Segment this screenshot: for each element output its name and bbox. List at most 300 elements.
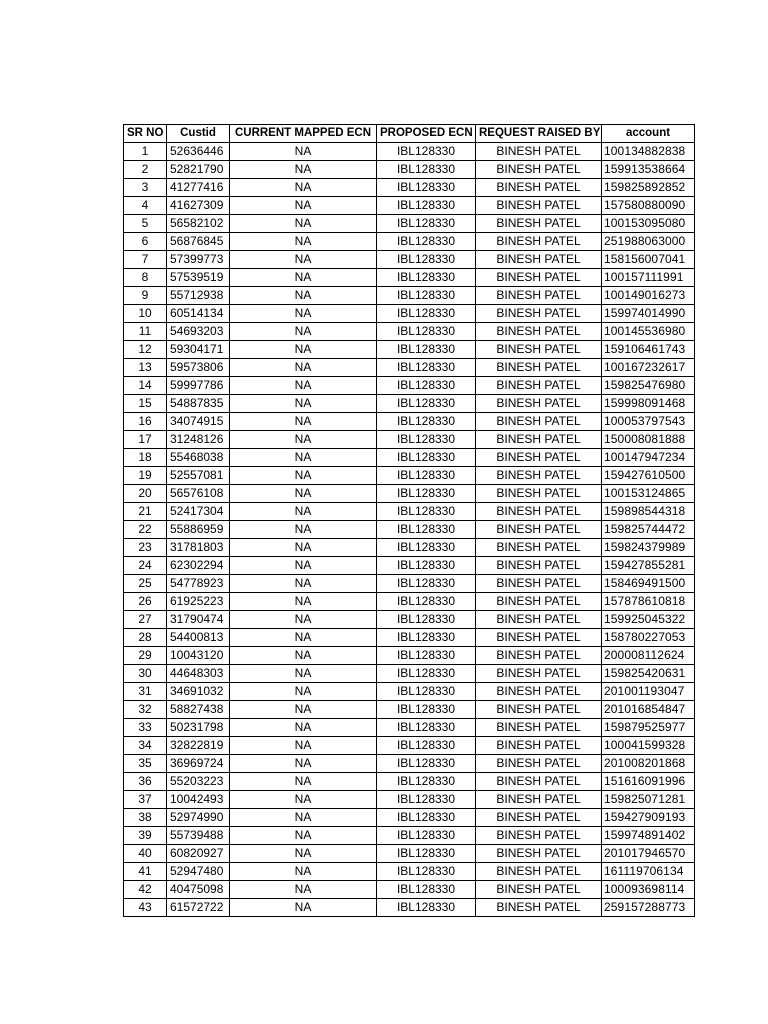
cell-request-raised-by: BINESH PATEL <box>476 233 602 251</box>
cell-custid: 56582102 <box>167 215 230 233</box>
cell-custid: 52417304 <box>167 503 230 521</box>
cell-account: 157580880090 <box>602 197 695 215</box>
cell-sr-no: 31 <box>124 683 167 701</box>
cell-sr-no: 15 <box>124 395 167 413</box>
cell-account: 158469491500 <box>602 575 695 593</box>
cell-proposed-ecn: IBL128330 <box>377 899 476 917</box>
table-row <box>124 449 695 467</box>
cell-custid: 34691032 <box>167 683 230 701</box>
cell-sr-no: 4 <box>124 197 167 215</box>
cell-custid: 10042493 <box>167 791 230 809</box>
cell-account: 159825892852 <box>602 179 695 197</box>
cell-current-mapped-ecn: NA <box>230 647 377 665</box>
cell-request-raised-by: BINESH PATEL <box>476 431 602 449</box>
cell-request-raised-by: BINESH PATEL <box>476 611 602 629</box>
cell-custid: 44648303 <box>167 665 230 683</box>
table-row <box>124 809 695 827</box>
table-row <box>124 737 695 755</box>
cell-custid: 55712938 <box>167 287 230 305</box>
cell-proposed-ecn: IBL128330 <box>377 161 476 179</box>
cell-sr-no: 33 <box>124 719 167 737</box>
cell-sr-no: 9 <box>124 287 167 305</box>
table-row <box>124 539 695 557</box>
cell-current-mapped-ecn: NA <box>230 899 377 917</box>
cell-request-raised-by: BINESH PATEL <box>476 737 602 755</box>
cell-sr-no: 27 <box>124 611 167 629</box>
cell-proposed-ecn: IBL128330 <box>377 575 476 593</box>
cell-proposed-ecn: IBL128330 <box>377 467 476 485</box>
cell-account: 159898544318 <box>602 503 695 521</box>
cell-account: 159825071281 <box>602 791 695 809</box>
cell-sr-no: 30 <box>124 665 167 683</box>
cell-current-mapped-ecn: NA <box>230 611 377 629</box>
cell-current-mapped-ecn: NA <box>230 521 377 539</box>
cell-sr-no: 10 <box>124 305 167 323</box>
cell-custid: 54778923 <box>167 575 230 593</box>
cell-proposed-ecn: IBL128330 <box>377 143 476 161</box>
table-row <box>124 683 695 701</box>
cell-custid: 60820927 <box>167 845 230 863</box>
cell-proposed-ecn: IBL128330 <box>377 863 476 881</box>
cell-proposed-ecn: IBL128330 <box>377 701 476 719</box>
cell-proposed-ecn: IBL128330 <box>377 233 476 251</box>
cell-sr-no: 36 <box>124 773 167 791</box>
cell-account: 159974891402 <box>602 827 695 845</box>
cell-custid: 55739488 <box>167 827 230 845</box>
cell-account: 161119706134 <box>602 863 695 881</box>
cell-proposed-ecn: IBL128330 <box>377 179 476 197</box>
table-row <box>124 197 695 215</box>
cell-custid: 31790474 <box>167 611 230 629</box>
cell-custid: 54693203 <box>167 323 230 341</box>
cell-sr-no: 43 <box>124 899 167 917</box>
cell-account: 100053797543 <box>602 413 695 431</box>
cell-proposed-ecn: IBL128330 <box>377 557 476 575</box>
cell-custid: 31248126 <box>167 431 230 449</box>
cell-sr-no: 16 <box>124 413 167 431</box>
cell-request-raised-by: BINESH PATEL <box>476 503 602 521</box>
table-row <box>124 629 695 647</box>
cell-account: 200008112624 <box>602 647 695 665</box>
table-row <box>124 341 695 359</box>
table-row <box>124 521 695 539</box>
cell-sr-no: 11 <box>124 323 167 341</box>
cell-request-raised-by: BINESH PATEL <box>476 485 602 503</box>
cell-sr-no: 3 <box>124 179 167 197</box>
cell-proposed-ecn: IBL128330 <box>377 323 476 341</box>
cell-account: 259157288773 <box>602 899 695 917</box>
cell-account: 151616091996 <box>602 773 695 791</box>
cell-sr-no: 23 <box>124 539 167 557</box>
cell-proposed-ecn: IBL128330 <box>377 827 476 845</box>
cell-proposed-ecn: IBL128330 <box>377 287 476 305</box>
header-request-raised-by: REQUEST RAISED BY <box>476 125 602 143</box>
cell-request-raised-by: BINESH PATEL <box>476 449 602 467</box>
table-row <box>124 719 695 737</box>
cell-current-mapped-ecn: NA <box>230 323 377 341</box>
cell-account: 158156007041 <box>602 251 695 269</box>
cell-proposed-ecn: IBL128330 <box>377 503 476 521</box>
cell-account: 100093698114 <box>602 881 695 899</box>
cell-custid: 58827438 <box>167 701 230 719</box>
table-row <box>124 359 695 377</box>
cell-sr-no: 21 <box>124 503 167 521</box>
cell-sr-no: 28 <box>124 629 167 647</box>
table-row <box>124 575 695 593</box>
cell-custid: 41627309 <box>167 197 230 215</box>
cell-account: 100153124865 <box>602 485 695 503</box>
cell-current-mapped-ecn: NA <box>230 341 377 359</box>
table-row <box>124 377 695 395</box>
cell-current-mapped-ecn: NA <box>230 143 377 161</box>
cell-sr-no: 1 <box>124 143 167 161</box>
cell-sr-no: 26 <box>124 593 167 611</box>
cell-sr-no: 32 <box>124 701 167 719</box>
cell-current-mapped-ecn: NA <box>230 557 377 575</box>
cell-current-mapped-ecn: NA <box>230 233 377 251</box>
cell-custid: 61572722 <box>167 899 230 917</box>
cell-sr-no: 40 <box>124 845 167 863</box>
cell-request-raised-by: BINESH PATEL <box>476 359 602 377</box>
cell-account: 100041599328 <box>602 737 695 755</box>
cell-custid: 59304171 <box>167 341 230 359</box>
cell-current-mapped-ecn: NA <box>230 593 377 611</box>
cell-sr-no: 22 <box>124 521 167 539</box>
table-row <box>124 431 695 449</box>
cell-custid: 52974990 <box>167 809 230 827</box>
cell-custid: 61925223 <box>167 593 230 611</box>
cell-sr-no: 7 <box>124 251 167 269</box>
cell-proposed-ecn: IBL128330 <box>377 611 476 629</box>
cell-sr-no: 37 <box>124 791 167 809</box>
cell-account: 159106461743 <box>602 341 695 359</box>
cell-sr-no: 29 <box>124 647 167 665</box>
cell-account: 100134882838 <box>602 143 695 161</box>
cell-account: 159974014990 <box>602 305 695 323</box>
table-body <box>124 143 695 917</box>
cell-account: 201008201868 <box>602 755 695 773</box>
cell-current-mapped-ecn: NA <box>230 791 377 809</box>
table-row <box>124 593 695 611</box>
cell-request-raised-by: BINESH PATEL <box>476 539 602 557</box>
cell-account: 159913538664 <box>602 161 695 179</box>
table-row <box>124 233 695 251</box>
table-row <box>124 287 695 305</box>
cell-current-mapped-ecn: NA <box>230 863 377 881</box>
cell-account: 159427610500 <box>602 467 695 485</box>
cell-current-mapped-ecn: NA <box>230 377 377 395</box>
cell-custid: 31781803 <box>167 539 230 557</box>
cell-proposed-ecn: IBL128330 <box>377 215 476 233</box>
cell-sr-no: 41 <box>124 863 167 881</box>
cell-proposed-ecn: IBL128330 <box>377 197 476 215</box>
cell-sr-no: 8 <box>124 269 167 287</box>
cell-account: 251988063000 <box>602 233 695 251</box>
cell-account: 159879525977 <box>602 719 695 737</box>
table-row <box>124 827 695 845</box>
header-current-mapped-ecn: CURRENT MAPPED ECN <box>230 125 377 143</box>
cell-current-mapped-ecn: NA <box>230 665 377 683</box>
cell-current-mapped-ecn: NA <box>230 827 377 845</box>
cell-current-mapped-ecn: NA <box>230 413 377 431</box>
cell-current-mapped-ecn: NA <box>230 305 377 323</box>
cell-account: 100147947234 <box>602 449 695 467</box>
cell-account: 159427855281 <box>602 557 695 575</box>
header-row <box>124 125 695 143</box>
cell-current-mapped-ecn: NA <box>230 359 377 377</box>
cell-custid: 52947480 <box>167 863 230 881</box>
cell-sr-no: 42 <box>124 881 167 899</box>
cell-custid: 50231798 <box>167 719 230 737</box>
cell-account: 100145536980 <box>602 323 695 341</box>
cell-custid: 36969724 <box>167 755 230 773</box>
cell-current-mapped-ecn: NA <box>230 539 377 557</box>
table-row <box>124 863 695 881</box>
cell-custid: 10043120 <box>167 647 230 665</box>
ecn-mapping-table <box>123 124 695 917</box>
cell-sr-no: 20 <box>124 485 167 503</box>
cell-sr-no: 12 <box>124 341 167 359</box>
table-row <box>124 143 695 161</box>
cell-sr-no: 19 <box>124 467 167 485</box>
table-row <box>124 791 695 809</box>
cell-current-mapped-ecn: NA <box>230 701 377 719</box>
cell-current-mapped-ecn: NA <box>230 719 377 737</box>
table-row <box>124 485 695 503</box>
table-row <box>124 755 695 773</box>
cell-request-raised-by: BINESH PATEL <box>476 377 602 395</box>
cell-custid: 57399773 <box>167 251 230 269</box>
cell-custid: 54887835 <box>167 395 230 413</box>
cell-request-raised-by: BINESH PATEL <box>476 791 602 809</box>
cell-custid: 62302294 <box>167 557 230 575</box>
cell-proposed-ecn: IBL128330 <box>377 719 476 737</box>
cell-custid: 56576108 <box>167 485 230 503</box>
cell-account: 159824379989 <box>602 539 695 557</box>
cell-account: 100167232617 <box>602 359 695 377</box>
cell-proposed-ecn: IBL128330 <box>377 521 476 539</box>
table-row <box>124 845 695 863</box>
cell-request-raised-by: BINESH PATEL <box>476 305 602 323</box>
cell-custid: 54400813 <box>167 629 230 647</box>
cell-current-mapped-ecn: NA <box>230 287 377 305</box>
table-row <box>124 647 695 665</box>
table-row <box>124 701 695 719</box>
cell-current-mapped-ecn: NA <box>230 575 377 593</box>
cell-request-raised-by: BINESH PATEL <box>476 197 602 215</box>
cell-request-raised-by: BINESH PATEL <box>476 269 602 287</box>
cell-request-raised-by: BINESH PATEL <box>476 251 602 269</box>
cell-request-raised-by: BINESH PATEL <box>476 899 602 917</box>
cell-current-mapped-ecn: NA <box>230 269 377 287</box>
cell-current-mapped-ecn: NA <box>230 881 377 899</box>
cell-current-mapped-ecn: NA <box>230 683 377 701</box>
table-row <box>124 161 695 179</box>
cell-account: 201016854847 <box>602 701 695 719</box>
cell-request-raised-by: BINESH PATEL <box>476 827 602 845</box>
cell-request-raised-by: BINESH PATEL <box>476 413 602 431</box>
cell-custid: 56876845 <box>167 233 230 251</box>
cell-proposed-ecn: IBL128330 <box>377 881 476 899</box>
cell-request-raised-by: BINESH PATEL <box>476 683 602 701</box>
cell-request-raised-by: BINESH PATEL <box>476 521 602 539</box>
cell-request-raised-by: BINESH PATEL <box>476 287 602 305</box>
cell-current-mapped-ecn: NA <box>230 161 377 179</box>
cell-request-raised-by: BINESH PATEL <box>476 719 602 737</box>
cell-request-raised-by: BINESH PATEL <box>476 575 602 593</box>
cell-request-raised-by: BINESH PATEL <box>476 863 602 881</box>
cell-proposed-ecn: IBL128330 <box>377 359 476 377</box>
cell-sr-no: 38 <box>124 809 167 827</box>
cell-account: 159925045322 <box>602 611 695 629</box>
cell-current-mapped-ecn: NA <box>230 755 377 773</box>
cell-request-raised-by: BINESH PATEL <box>476 809 602 827</box>
table-row <box>124 665 695 683</box>
table-row <box>124 773 695 791</box>
cell-request-raised-by: BINESH PATEL <box>476 881 602 899</box>
cell-proposed-ecn: IBL128330 <box>377 251 476 269</box>
table-row <box>124 305 695 323</box>
cell-proposed-ecn: IBL128330 <box>377 629 476 647</box>
table-row <box>124 503 695 521</box>
cell-proposed-ecn: IBL128330 <box>377 269 476 287</box>
table-row <box>124 611 695 629</box>
cell-proposed-ecn: IBL128330 <box>377 845 476 863</box>
cell-request-raised-by: BINESH PATEL <box>476 395 602 413</box>
cell-request-raised-by: BINESH PATEL <box>476 161 602 179</box>
cell-sr-no: 39 <box>124 827 167 845</box>
cell-current-mapped-ecn: NA <box>230 629 377 647</box>
cell-current-mapped-ecn: NA <box>230 215 377 233</box>
cell-account: 158780227053 <box>602 629 695 647</box>
cell-current-mapped-ecn: NA <box>230 431 377 449</box>
cell-sr-no: 18 <box>124 449 167 467</box>
header-proposed-ecn: PROPOSED ECN <box>377 125 476 143</box>
table-row <box>124 179 695 197</box>
table-row <box>124 881 695 899</box>
cell-sr-no: 17 <box>124 431 167 449</box>
cell-current-mapped-ecn: NA <box>230 449 377 467</box>
cell-request-raised-by: BINESH PATEL <box>476 701 602 719</box>
table-row <box>124 323 695 341</box>
cell-account: 159427909193 <box>602 809 695 827</box>
cell-sr-no: 5 <box>124 215 167 233</box>
cell-request-raised-by: BINESH PATEL <box>476 629 602 647</box>
cell-custid: 55468038 <box>167 449 230 467</box>
table-row <box>124 467 695 485</box>
cell-request-raised-by: BINESH PATEL <box>476 773 602 791</box>
cell-current-mapped-ecn: NA <box>230 251 377 269</box>
cell-current-mapped-ecn: NA <box>230 179 377 197</box>
cell-account: 100153095080 <box>602 215 695 233</box>
table-header <box>124 125 695 143</box>
cell-request-raised-by: BINESH PATEL <box>476 593 602 611</box>
cell-account: 100157111991 <box>602 269 695 287</box>
table-row <box>124 557 695 575</box>
cell-current-mapped-ecn: NA <box>230 773 377 791</box>
cell-request-raised-by: BINESH PATEL <box>476 179 602 197</box>
cell-current-mapped-ecn: NA <box>230 809 377 827</box>
cell-request-raised-by: BINESH PATEL <box>476 467 602 485</box>
cell-current-mapped-ecn: NA <box>230 485 377 503</box>
cell-proposed-ecn: IBL128330 <box>377 737 476 755</box>
cell-proposed-ecn: IBL128330 <box>377 395 476 413</box>
cell-custid: 57539519 <box>167 269 230 287</box>
cell-sr-no: 34 <box>124 737 167 755</box>
cell-custid: 52821790 <box>167 161 230 179</box>
cell-account: 201017946570 <box>602 845 695 863</box>
cell-account: 150008081888 <box>602 431 695 449</box>
cell-sr-no: 6 <box>124 233 167 251</box>
cell-sr-no: 35 <box>124 755 167 773</box>
table-row <box>124 251 695 269</box>
cell-request-raised-by: BINESH PATEL <box>476 557 602 575</box>
cell-account: 100149016273 <box>602 287 695 305</box>
table-row <box>124 395 695 413</box>
cell-request-raised-by: BINESH PATEL <box>476 143 602 161</box>
header-account: account <box>602 125 695 143</box>
table-row <box>124 215 695 233</box>
cell-current-mapped-ecn: NA <box>230 197 377 215</box>
cell-account: 159825744472 <box>602 521 695 539</box>
cell-custid: 55886959 <box>167 521 230 539</box>
table-row <box>124 269 695 287</box>
cell-proposed-ecn: IBL128330 <box>377 341 476 359</box>
cell-proposed-ecn: IBL128330 <box>377 683 476 701</box>
cell-account: 159825476980 <box>602 377 695 395</box>
cell-request-raised-by: BINESH PATEL <box>476 665 602 683</box>
cell-custid: 52557081 <box>167 467 230 485</box>
cell-account: 159998091468 <box>602 395 695 413</box>
table-row <box>124 899 695 917</box>
cell-proposed-ecn: IBL128330 <box>377 431 476 449</box>
cell-current-mapped-ecn: NA <box>230 845 377 863</box>
cell-sr-no: 13 <box>124 359 167 377</box>
cell-proposed-ecn: IBL128330 <box>377 773 476 791</box>
table-row <box>124 413 695 431</box>
cell-custid: 41277416 <box>167 179 230 197</box>
cell-current-mapped-ecn: NA <box>230 395 377 413</box>
header-sr-no: SR NO <box>124 125 167 143</box>
cell-proposed-ecn: IBL128330 <box>377 413 476 431</box>
cell-request-raised-by: BINESH PATEL <box>476 845 602 863</box>
cell-current-mapped-ecn: NA <box>230 467 377 485</box>
cell-request-raised-by: BINESH PATEL <box>476 647 602 665</box>
cell-proposed-ecn: IBL128330 <box>377 665 476 683</box>
cell-custid: 55203223 <box>167 773 230 791</box>
cell-proposed-ecn: IBL128330 <box>377 755 476 773</box>
cell-custid: 40475098 <box>167 881 230 899</box>
cell-proposed-ecn: IBL128330 <box>377 593 476 611</box>
cell-proposed-ecn: IBL128330 <box>377 305 476 323</box>
cell-request-raised-by: BINESH PATEL <box>476 755 602 773</box>
cell-proposed-ecn: IBL128330 <box>377 809 476 827</box>
cell-sr-no: 14 <box>124 377 167 395</box>
cell-request-raised-by: BINESH PATEL <box>476 215 602 233</box>
cell-custid: 59997786 <box>167 377 230 395</box>
cell-custid: 60514134 <box>167 305 230 323</box>
cell-account: 201001193047 <box>602 683 695 701</box>
cell-proposed-ecn: IBL128330 <box>377 539 476 557</box>
cell-proposed-ecn: IBL128330 <box>377 485 476 503</box>
cell-custid: 52636446 <box>167 143 230 161</box>
cell-proposed-ecn: IBL128330 <box>377 377 476 395</box>
cell-custid: 59573806 <box>167 359 230 377</box>
cell-request-raised-by: BINESH PATEL <box>476 341 602 359</box>
cell-custid: 32822819 <box>167 737 230 755</box>
cell-proposed-ecn: IBL128330 <box>377 791 476 809</box>
cell-account: 159825420631 <box>602 665 695 683</box>
